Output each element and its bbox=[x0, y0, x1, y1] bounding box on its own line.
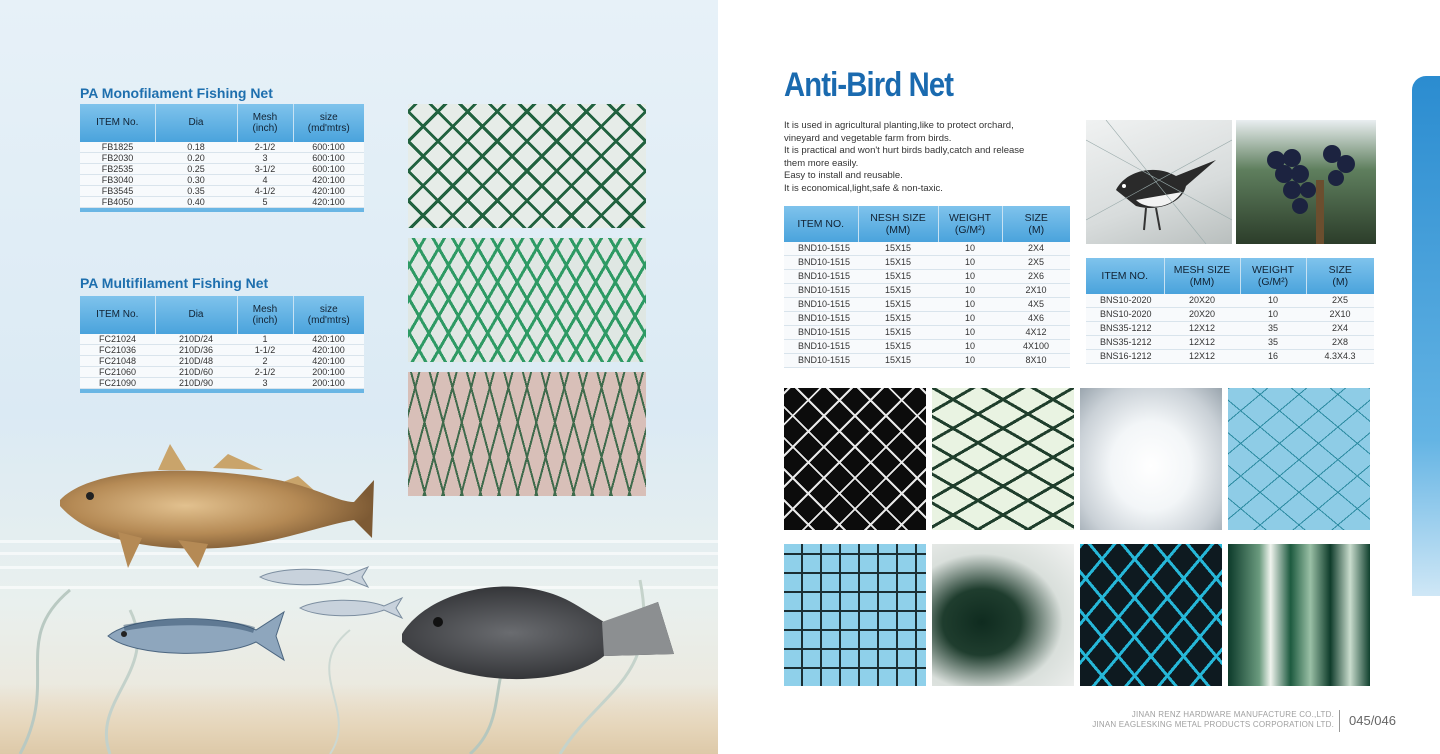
mono-cell: FB2535 bbox=[80, 164, 155, 175]
bns-cell: 20X20 bbox=[1164, 308, 1240, 322]
cod-fish-image bbox=[58, 440, 378, 580]
multi-header-dia: Dia bbox=[155, 296, 237, 334]
bnd-cell: 10 bbox=[938, 256, 1002, 270]
bnd-cell: 15X15 bbox=[858, 312, 938, 326]
bnd-cell: 10 bbox=[938, 270, 1002, 284]
table-row bbox=[80, 334, 364, 345]
table-footer-bar bbox=[80, 208, 364, 212]
mono-cell: FB4050 bbox=[80, 197, 155, 208]
bnd-cell: 15X15 bbox=[858, 298, 938, 312]
bns-cell: BNS35-1212 bbox=[1086, 336, 1164, 350]
mono-cell: 2-1/2 bbox=[237, 142, 293, 153]
mono-cell: 4-1/2 bbox=[237, 186, 293, 197]
bnd-cell: 4X6 bbox=[1002, 312, 1070, 326]
bnd-cell: 10 bbox=[938, 312, 1002, 326]
bns-cell: BNS35-1212 bbox=[1086, 322, 1164, 336]
table-row bbox=[80, 367, 364, 378]
bns-cell: BNS10-2020 bbox=[1086, 294, 1164, 308]
multi-header-item: ITEM No. bbox=[80, 296, 155, 334]
multi-cell: 200:100 bbox=[293, 367, 364, 378]
mono-cell: 0.35 bbox=[155, 186, 237, 197]
table-footer-bar bbox=[80, 389, 364, 393]
description-line: It is economical,light,safe & non-taxic. bbox=[784, 182, 943, 194]
table-row bbox=[1086, 336, 1374, 350]
herring-fish-image bbox=[104, 606, 286, 664]
page-number: 045/046 bbox=[1349, 713, 1396, 728]
bns-header-mesh: MESH SIZE (MM) bbox=[1164, 258, 1240, 294]
bnd-cell: 2X10 bbox=[1002, 284, 1070, 298]
bnd-cell: 15X15 bbox=[858, 354, 938, 368]
knotted-net-photo bbox=[408, 372, 646, 496]
bnd-cell: 10 bbox=[938, 340, 1002, 354]
bnd-spec-table bbox=[784, 206, 1070, 368]
grape-vine-photo bbox=[1236, 120, 1376, 244]
bnd-cell: BND10-1515 bbox=[784, 284, 858, 298]
multi-cell: 210D/60 bbox=[155, 367, 237, 378]
table-row bbox=[1086, 350, 1374, 364]
bnd-cell: 4X12 bbox=[1002, 326, 1070, 340]
mono-cell: 4 bbox=[237, 175, 293, 186]
multi-cell: 1-1/2 bbox=[237, 345, 293, 356]
bns-cell: 2X4 bbox=[1306, 322, 1374, 336]
bns-cell: 2X10 bbox=[1306, 308, 1374, 322]
table-row bbox=[80, 175, 364, 186]
grape-icon bbox=[1236, 120, 1376, 244]
bns-cell: BNS10-2020 bbox=[1086, 308, 1164, 322]
multi-header-mesh: Mesh (inch) bbox=[237, 296, 293, 334]
mono-header-mesh: Mesh (inch) bbox=[237, 104, 293, 142]
cyan-black-net-photo bbox=[1080, 544, 1222, 686]
table-row bbox=[784, 340, 1070, 354]
bns-cell: 12X12 bbox=[1164, 322, 1240, 336]
bnd-cell: BND10-1515 bbox=[784, 354, 858, 368]
mono-cell: 600:100 bbox=[293, 164, 364, 175]
bns-cell: 10 bbox=[1240, 294, 1306, 308]
multi-header-size: size (md'mtrs) bbox=[293, 296, 364, 334]
description-line: them more easily. bbox=[784, 157, 859, 169]
table-row bbox=[80, 197, 364, 208]
bnd-header-mesh: NESH SIZE (MM) bbox=[858, 206, 938, 242]
bns-cell: 35 bbox=[1240, 322, 1306, 336]
green-net-bundle-photo bbox=[1228, 544, 1370, 686]
table-row bbox=[784, 354, 1070, 368]
multi-cell: 420:100 bbox=[293, 334, 364, 345]
anti-bird-description bbox=[784, 120, 1074, 196]
green-multi-net-photo bbox=[408, 238, 646, 362]
multi-cell: 210D/48 bbox=[155, 356, 237, 367]
bns-cell: 12X12 bbox=[1164, 350, 1240, 364]
multi-cell: 3 bbox=[237, 378, 293, 389]
right-page bbox=[718, 0, 1440, 754]
bnd-cell: 8X10 bbox=[1002, 354, 1070, 368]
table-row bbox=[80, 186, 364, 197]
mono-header-item: ITEM No. bbox=[80, 104, 155, 142]
bns-header-size: SIZE (M) bbox=[1306, 258, 1374, 294]
mono-cell: FB3040 bbox=[80, 175, 155, 186]
mono-spec-table bbox=[80, 104, 364, 212]
bns-spec-table bbox=[1086, 258, 1374, 364]
bns-cell: 35 bbox=[1240, 336, 1306, 350]
bnd-cell: BND10-1515 bbox=[784, 256, 858, 270]
sardine-fish-image bbox=[258, 565, 370, 589]
multi-cell: 200:100 bbox=[293, 378, 364, 389]
bnd-header-item: ITEM NO. bbox=[784, 206, 858, 242]
sardine-fish-image-2 bbox=[298, 596, 404, 620]
bird-in-net-photo bbox=[1086, 120, 1232, 244]
company-name-2: JINAN EAGLESKING METAL PRODUCTS CORPORATION LTD. bbox=[1092, 720, 1334, 729]
multi-cell: FC21090 bbox=[80, 378, 155, 389]
multi-cell: FC21024 bbox=[80, 334, 155, 345]
multi-cell: 1 bbox=[237, 334, 293, 345]
mono-cell: 3-1/2 bbox=[237, 164, 293, 175]
bnd-cell: 15X15 bbox=[858, 256, 938, 270]
table-row bbox=[784, 256, 1070, 270]
multi-cell: 210D/36 bbox=[155, 345, 237, 356]
mono-cell: 3 bbox=[237, 153, 293, 164]
multi-cell: 420:100 bbox=[293, 356, 364, 367]
bird-icon bbox=[1086, 120, 1232, 244]
bnd-cell: BND10-1515 bbox=[784, 340, 858, 354]
bnd-cell: 2X5 bbox=[1002, 256, 1070, 270]
bnd-cell: BND10-1515 bbox=[784, 242, 858, 256]
bnd-cell: 10 bbox=[938, 326, 1002, 340]
mono-cell: 600:100 bbox=[293, 142, 364, 153]
mono-cell: 0.40 bbox=[155, 197, 237, 208]
mono-net-title: PA Monofilament Fishing Net bbox=[80, 85, 273, 101]
bnd-cell: 2X6 bbox=[1002, 270, 1070, 284]
mono-cell: 0.18 bbox=[155, 142, 237, 153]
multi-cell: FC21048 bbox=[80, 356, 155, 367]
bnd-cell: 2X4 bbox=[1002, 242, 1070, 256]
mono-cell: 0.20 bbox=[155, 153, 237, 164]
multi-cell: FC21036 bbox=[80, 345, 155, 356]
table-row bbox=[784, 326, 1070, 340]
dark-green-net-photo bbox=[932, 388, 1074, 530]
white-net-roll-photo bbox=[1080, 388, 1222, 530]
bnd-header-size: SIZE (M) bbox=[1002, 206, 1070, 242]
footer-separator bbox=[1339, 710, 1340, 732]
folded-dark-net-photo bbox=[932, 544, 1074, 686]
bns-header-weight: WEIGHT (G/M²) bbox=[1240, 258, 1306, 294]
bns-cell: 12X12 bbox=[1164, 336, 1240, 350]
bnd-header-weight: WEIGHT (G/M²) bbox=[938, 206, 1002, 242]
bnd-cell: 15X15 bbox=[858, 326, 938, 340]
mono-header-size: size (md'mtrs) bbox=[293, 104, 364, 142]
bnd-cell: 4X100 bbox=[1002, 340, 1070, 354]
bns-cell: 16 bbox=[1240, 350, 1306, 364]
bnd-cell: 10 bbox=[938, 354, 1002, 368]
mono-cell: FB2030 bbox=[80, 153, 155, 164]
multi-cell: 420:100 bbox=[293, 345, 364, 356]
bnd-cell: BND10-1515 bbox=[784, 312, 858, 326]
mono-header-dia: Dia bbox=[155, 104, 237, 142]
table-row bbox=[1086, 308, 1374, 322]
left-page bbox=[0, 0, 718, 754]
table-row bbox=[1086, 294, 1374, 308]
table-row bbox=[80, 345, 364, 356]
table-row bbox=[80, 164, 364, 175]
mono-cell: 0.30 bbox=[155, 175, 237, 186]
description-line: It is practical and won't hurt birds badly,catch and release bbox=[784, 145, 1025, 157]
bns-cell: 2X5 bbox=[1306, 294, 1374, 308]
multi-cell: FC21060 bbox=[80, 367, 155, 378]
table-row bbox=[784, 312, 1070, 326]
anti-bird-net-title: Anti-Bird Net bbox=[784, 66, 954, 104]
bns-cell: 4.3X4.3 bbox=[1306, 350, 1374, 364]
bnd-cell: 15X15 bbox=[858, 340, 938, 354]
bnd-cell: 10 bbox=[938, 298, 1002, 312]
mono-cell: 420:100 bbox=[293, 186, 364, 197]
bns-cell: BNS16-1212 bbox=[1086, 350, 1164, 364]
company-name-1: JINAN RENZ HARDWARE MANUFACTURE CO.,LTD. bbox=[1131, 710, 1334, 719]
bnd-cell: BND10-1515 bbox=[784, 270, 858, 284]
bnd-cell: 4X5 bbox=[1002, 298, 1070, 312]
bnd-cell: 15X15 bbox=[858, 270, 938, 284]
blue-net-photo bbox=[1228, 388, 1370, 530]
mono-cell: 420:100 bbox=[293, 175, 364, 186]
halibut-fish-image bbox=[398, 566, 676, 692]
mono-cell: 5 bbox=[237, 197, 293, 208]
bnd-cell: BND10-1515 bbox=[784, 326, 858, 340]
multi-cell: 2-1/2 bbox=[237, 367, 293, 378]
table-row bbox=[1086, 322, 1374, 336]
bnd-cell: 15X15 bbox=[858, 284, 938, 298]
mono-cell: 600:100 bbox=[293, 153, 364, 164]
mono-cell: 0.25 bbox=[155, 164, 237, 175]
table-row bbox=[784, 298, 1070, 312]
multi-cell: 2 bbox=[237, 356, 293, 367]
side-tab-decoration bbox=[1412, 76, 1440, 596]
green-mono-net-photo bbox=[408, 104, 646, 228]
mono-cell: 420:100 bbox=[293, 197, 364, 208]
multi-cell: 210D/90 bbox=[155, 378, 237, 389]
bns-cell: 20X20 bbox=[1164, 294, 1240, 308]
table-row bbox=[784, 270, 1070, 284]
table-row bbox=[784, 242, 1070, 256]
black-white-net-photo bbox=[784, 388, 926, 530]
bnd-cell: 10 bbox=[938, 284, 1002, 298]
multi-cell: 210D/24 bbox=[155, 334, 237, 345]
multi-net-title: PA Multifilament Fishing Net bbox=[80, 275, 269, 291]
table-row bbox=[80, 378, 364, 389]
bnd-cell: BND10-1515 bbox=[784, 298, 858, 312]
mono-cell: FB1825 bbox=[80, 142, 155, 153]
square-mesh-net-photo bbox=[784, 544, 926, 686]
bns-cell: 2X8 bbox=[1306, 336, 1374, 350]
table-row bbox=[80, 153, 364, 164]
bns-cell: 10 bbox=[1240, 308, 1306, 322]
multi-spec-table bbox=[80, 296, 364, 393]
table-row bbox=[80, 356, 364, 367]
bnd-cell: 15X15 bbox=[858, 242, 938, 256]
bns-header-item: ITEM NO. bbox=[1086, 258, 1164, 294]
description-line: It is used in agricultural planting,like to protect orchard, bbox=[784, 120, 1014, 131]
description-line: vineyard and vegetable farm from birds. bbox=[784, 132, 952, 144]
bnd-cell: 10 bbox=[938, 242, 1002, 256]
table-row bbox=[80, 142, 364, 153]
description-line: Easy to install and reusable. bbox=[784, 170, 903, 182]
mono-cell: FB3545 bbox=[80, 186, 155, 197]
footer-companies bbox=[1092, 710, 1334, 730]
table-row bbox=[784, 284, 1070, 298]
